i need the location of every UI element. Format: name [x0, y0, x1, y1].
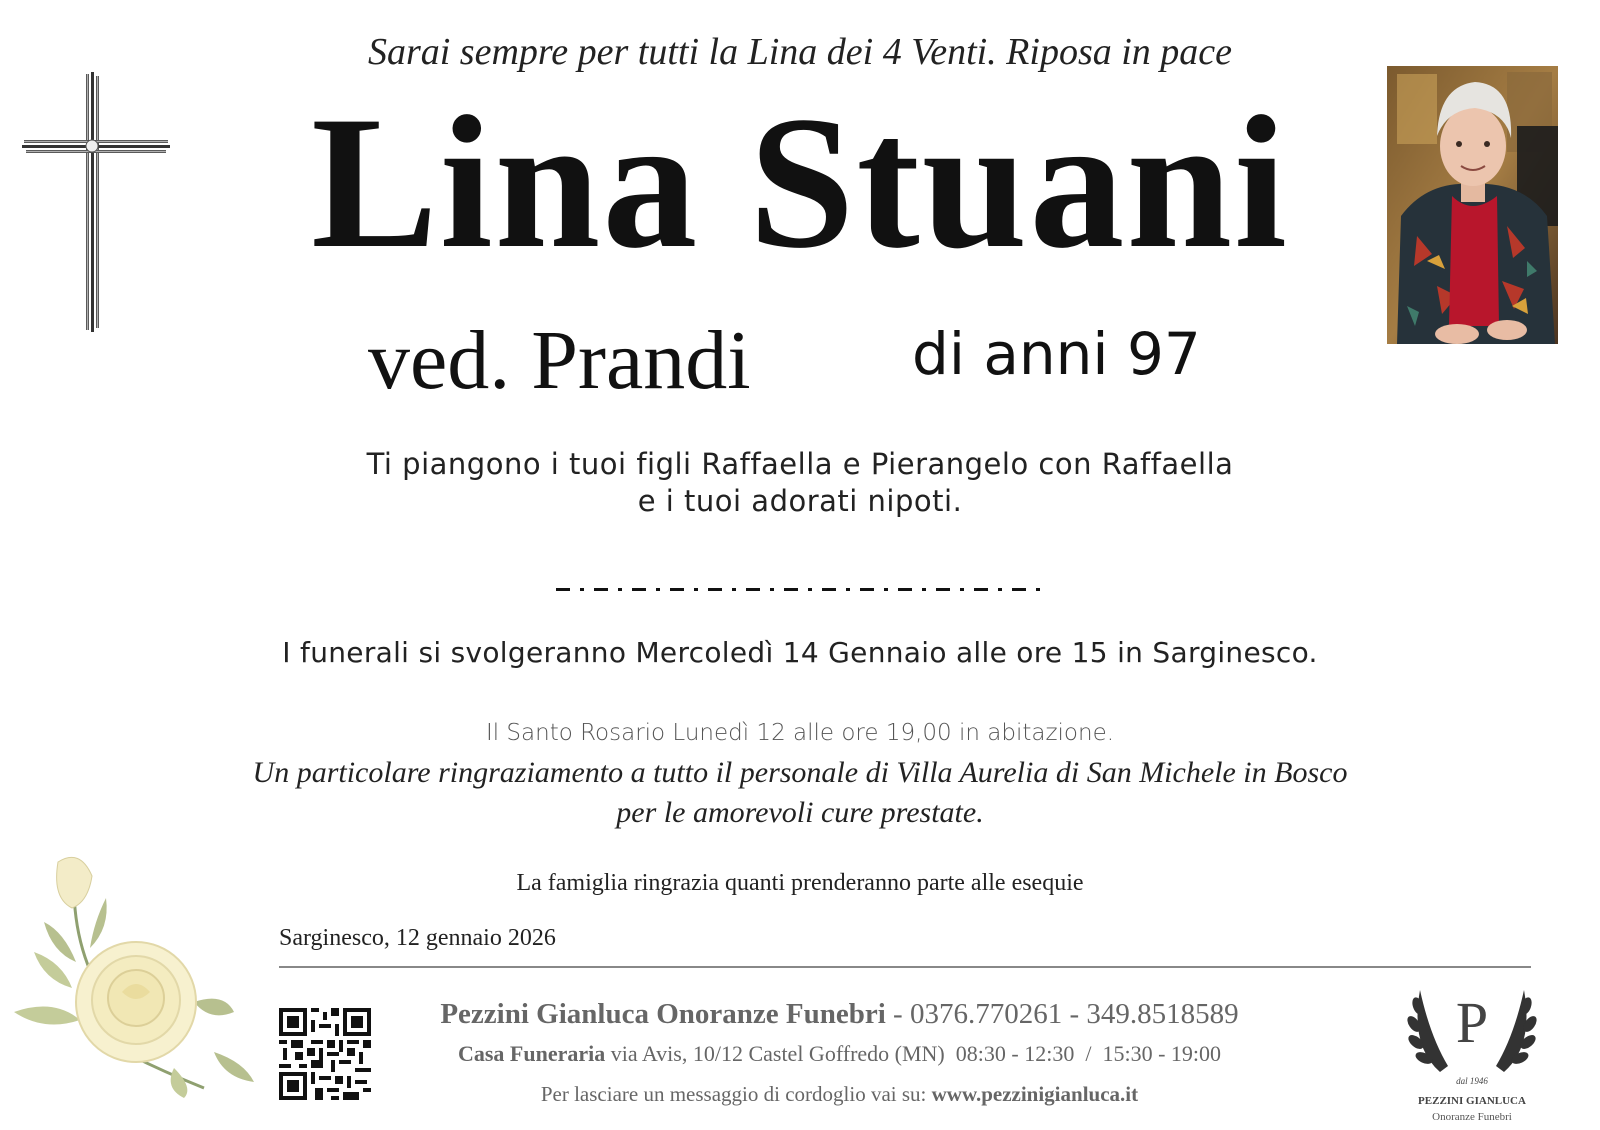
place-date: Sarginesco, 12 gennaio 2026 — [279, 925, 556, 951]
company-line — [279, 998, 1400, 1031]
hours-afternoon: 15:30 - 19:00 — [1102, 1041, 1222, 1066]
logo-since: dal 1946 — [1456, 1076, 1488, 1086]
condolence-line — [279, 1082, 1400, 1107]
company-name: Pezzini Gianluca Onoranze Funebri — [440, 998, 886, 1030]
footer-rule — [279, 966, 1531, 968]
mourners-line: Ti piangono i tuoi figli Raffaella e Pierangelo con Raffaella — [366, 447, 1234, 481]
family-thanks: La famiglia ringrazia quanti prenderanno parte alle esequie — [516, 870, 1084, 896]
mourners-text — [0, 446, 1600, 520]
mourners-line: e i tuoi adorati nipoti. — [637, 484, 963, 518]
logo-name: PEZZINI GIANLUCA — [1418, 1095, 1526, 1107]
address-line — [279, 1041, 1400, 1067]
logo-tagline: Onoranze Funebri — [1432, 1111, 1512, 1123]
hours-separator: / — [1085, 1041, 1092, 1066]
thanks-line: Un particolare ringraziamento a tutto il personale di Villa Aurelia di San Michele in Bosco — [252, 756, 1348, 789]
website-link[interactable]: www.pezzinigianluca.it — [931, 1082, 1139, 1106]
funeral-info: I funerali si svolgeranno Mercoledì 14 Gennaio alle ore 15 in Sarginesco. — [282, 636, 1318, 669]
separator: - — [1069, 998, 1080, 1030]
condolence-prefix: Per lasciare un messaggio di cordoglio vai su: — [540, 1082, 927, 1106]
phone-number[interactable]: 0376.770261 — [909, 998, 1063, 1030]
rosary-info: Il Santo Rosario Lunedì 12 alle ore 19,00 in abitazione. — [485, 720, 1115, 746]
address: via Avis, 10/12 Castel Goffredo (MN) — [610, 1041, 945, 1066]
rose-icon — [14, 852, 260, 1098]
divider — [556, 580, 1054, 590]
separator: - — [893, 998, 903, 1030]
hours-morning: 08:30 - 12:30 — [955, 1041, 1075, 1066]
widow-of: ved. Prandi — [368, 314, 751, 407]
age: di anni 97 — [912, 320, 1201, 388]
deceased-name: Lina Stuani — [311, 78, 1289, 288]
company-logo — [1400, 976, 1544, 1124]
motto: Sarai sempre per tutti la Lina dei 4 Venti. Riposa in pace — [367, 31, 1233, 73]
portrait-photo — [1387, 66, 1558, 344]
logo-letter: P — [1455, 990, 1489, 1055]
funeral-home-label: Casa Funeraria — [457, 1041, 606, 1066]
phone-number[interactable]: 349.8518589 — [1086, 998, 1239, 1030]
thanks-line: per le amorevoli cure prestate. — [616, 796, 984, 829]
